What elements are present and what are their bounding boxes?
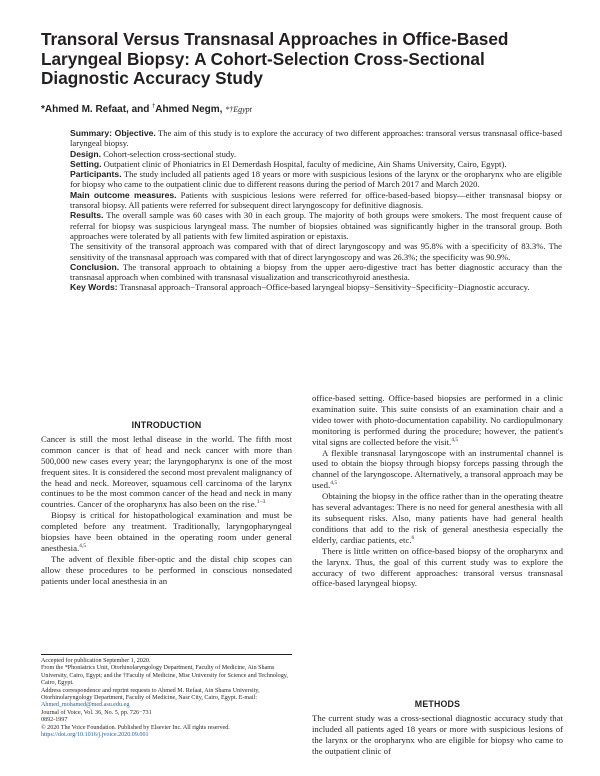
- abstract-heading: Results.: [70, 210, 104, 221]
- affiliation: Egypt: [233, 105, 252, 114]
- paragraph-text: Biopsy is critical for histopathological examination and must be completed before any treatment. Traditionally, laryngopharyngeal biopsies have been obtained in the operating room under general anesthesia.: [41, 510, 292, 553]
- body-paragraph: [41, 434, 292, 510]
- citation-ref[interactable]: 6: [411, 534, 415, 541]
- doi-link[interactable]: https://doi.org/10.1016/j.jvoice.2020.09.001: [41, 732, 149, 739]
- footnote-accepted: Accepted for publication September 1, 2020.: [41, 658, 151, 664]
- author-line: [41, 104, 561, 115]
- footnote: [41, 654, 292, 739]
- keywords-heading: Key Words:: [70, 282, 118, 293]
- abstract-paragraph: [70, 282, 562, 292]
- footnote-address: [41, 688, 292, 710]
- paragraph-text: office-based setting. Office-based biopsies are performed in a clinic examination suite. This suite consists of an examination chair and a video tower with photo-documentation capability. No cardiopulmonary monitoring is performed during the procedure; however, the patient's vital signs are collected before the visit.: [312, 393, 563, 447]
- email-link[interactable]: Ahmed_mohamed@med.asu.edu.eg: [41, 702, 130, 709]
- address-text: Address correspondence and reprint requests to Ahmed M. Refaat, Ain Shams University, Otorhinolaryngology Department, Faculty of Medicine, Nasr City, Cairo, Egypt. E-mail:: [41, 687, 260, 702]
- journal-info: Journal of Voice, Vol. 36, No. 5, pp. 726−731: [41, 709, 152, 716]
- citation-ref[interactable]: 1−3: [256, 499, 266, 506]
- body-paragraph: [312, 491, 563, 546]
- abstract-text: The sensitivity of the transoral approach was compared with that of direct laryngoscopy and was 95.8% with a specificity of 83.3%. The sensitivity of the transnasal approach was compared with that of direct laryngoscopy and was 26.3%; the specificity was 90.9%.: [70, 241, 562, 262]
- abstract-heading: Participants.: [70, 169, 122, 180]
- abstract-heading: Conclusion.: [70, 261, 120, 272]
- abstract-heading: Design.: [70, 148, 102, 159]
- author-mark: †: [152, 103, 156, 110]
- abstract-paragraph: [70, 241, 562, 262]
- abstract-paragraph: [70, 149, 562, 159]
- methods-section: [312, 699, 563, 757]
- paragraph-text: Cancer is still the most lethal disease in the world. The fifth most common cancer is that of head and neck cancer with more than 500,000 new cases every year; the laryngopharynx is one of the most frequent sites. It is considered the second most prevalent malignancy of the head and neck. Moreover, squamous cell carcinoma of the larynx continues to be the most common cancer of the head and neck in many countries. Cancer of the oropharynx has also been on the rise.: [41, 433, 292, 510]
- body-paragraph: The current study was a cross-sectional diagnostic accuracy study that included all patients aged 18 years or more with suspicious lesions of the larynx or the oropharynx who are eligible for biopsy who came to the outpatient clinic of: [312, 712, 563, 756]
- abstract-heading: Main outcome measures.: [70, 189, 177, 200]
- right-column: [312, 393, 563, 589]
- abstract-text: The aim of this study is to explore the accuracy of two different approaches: transoral versus transnasal office-based laryngeal biopsy.: [70, 128, 562, 149]
- abstract-heading: Summary: Objective.: [70, 128, 156, 138]
- author-name[interactable]: Ahmed Negm,: [155, 104, 226, 115]
- keywords-text: Transnasal approach−Transoral approach−Office-based laryngeal biopsy−Sensitivity−Specificity−Diagnostic accuracy.: [117, 282, 530, 293]
- abstract-paragraph: [70, 169, 562, 190]
- abstract-heading: Setting.: [70, 158, 102, 169]
- body-paragraph: The advent of flexible fiber-optic and the distal chip scopes can allow these procedures to be performed in conscious nonsedated patients under local anesthesia in an: [41, 553, 292, 586]
- abstract-text: The transoral approach to obtaining a biopsy from the upper aero-digestive tract has better diagnostic accuracy than the transnasal approach when combined with transnasal visualization and transcricothyroid anesthesia.: [70, 261, 562, 283]
- abstract-paragraph: [70, 262, 562, 283]
- body-paragraph: [41, 510, 292, 554]
- abstract-paragraph: [70, 159, 562, 169]
- abstract: [70, 128, 562, 293]
- article-title: Transoral Versus Transnasal Approaches in Office-Based Laryngeal Biopsy: A Cohort-Selection Cross-Sectional Diagnostic Accuracy Study: [41, 29, 509, 88]
- citation-ref[interactable]: 4,5: [330, 480, 338, 487]
- body-paragraph: [312, 393, 563, 448]
- citation-ref[interactable]: 4,5: [451, 436, 459, 443]
- footnote-affiliations: From the *Phoniatrics Unit, Otorhinolaryngology Department, Faculty of Medicine, Ain Shams University, Cairo, Egypt; and the †Faculty of Medicine, Misr University for Science and Technology, Cairo, Egypt.: [41, 665, 288, 687]
- abstract-text: Patients with suspicious lesions were referred for office-based-based biopsy—either transnasal biopsy or transoral biopsy. All patients were referred for subsequent direct laryngoscopy for definitive diagnosis.: [70, 189, 562, 211]
- author-name[interactable]: Ahmed M. Refaat, and: [44, 104, 153, 115]
- issn: 0892-1997: [41, 717, 68, 724]
- affiliation-mark: *†: [225, 105, 234, 114]
- author-mark: *: [41, 104, 45, 115]
- citation-ref[interactable]: 4,5: [79, 543, 87, 550]
- paragraph-text: A flexible transnasal laryngoscope with an instrumental channel is used to obtain the biopsy through biopsy forceps passing through the channel of the laryngoscope. Alternatively, a transoral approach may be used.: [312, 447, 563, 491]
- copyright: © 2020 The Voice Foundation. Published by Elsevier Inc. All rights reserved.: [41, 724, 230, 731]
- abstract-text: The overall sample was 60 cases with 30 in each group. The majority of both groups were smokers. The most frequent cause of referral for biopsy was suspicious laryngeal mass. The number of biopsies obtained was significantly higher in the transoral group. Both approaches were tolerated by all patients with few limited aspiration or epistaxis.: [70, 210, 562, 241]
- abstract-text: Outpatient clinic of Phoniatrics in El Demerdash Hospital, faculty of medicine, Ain Shams University, Cairo, Egypt).: [101, 158, 507, 169]
- left-column: [41, 420, 292, 587]
- section-heading-methods: METHODS: [414, 699, 461, 709]
- abstract-paragraph: [70, 190, 562, 211]
- section-heading-introduction: INTRODUCTION: [131, 420, 202, 430]
- body-paragraph: [312, 448, 563, 492]
- abstract-text: Cohort-selection cross-sectional study.: [101, 148, 237, 159]
- abstract-paragraph: [70, 210, 562, 241]
- abstract-text: The study included all patients aged 18 years or more with suspicious lesions of the larynx or the oropharynx who are eligible for biopsy who came to the outpatient clinic due to different reasons during the period of March 2017 and March 2020.: [70, 169, 562, 190]
- paragraph-text: Obtaining the biopsy in the office rather than in the operating theatre has several advantages: There is no need for general anesthesia with all its subsequent risks. Also, many patients have had general health conditions that add to the risk of general anesthesia especially the elderly, cardiac patients, etc.: [312, 491, 563, 545]
- abstract-paragraph: [70, 128, 562, 149]
- body-paragraph: There is little written on office-based biopsy of the oropharynx and the larynx. Thus, the goal of this current study was to explore the accuracy of two different approaches: transoral versus transnasal office-based laryngeal biopsy.: [312, 545, 563, 589]
